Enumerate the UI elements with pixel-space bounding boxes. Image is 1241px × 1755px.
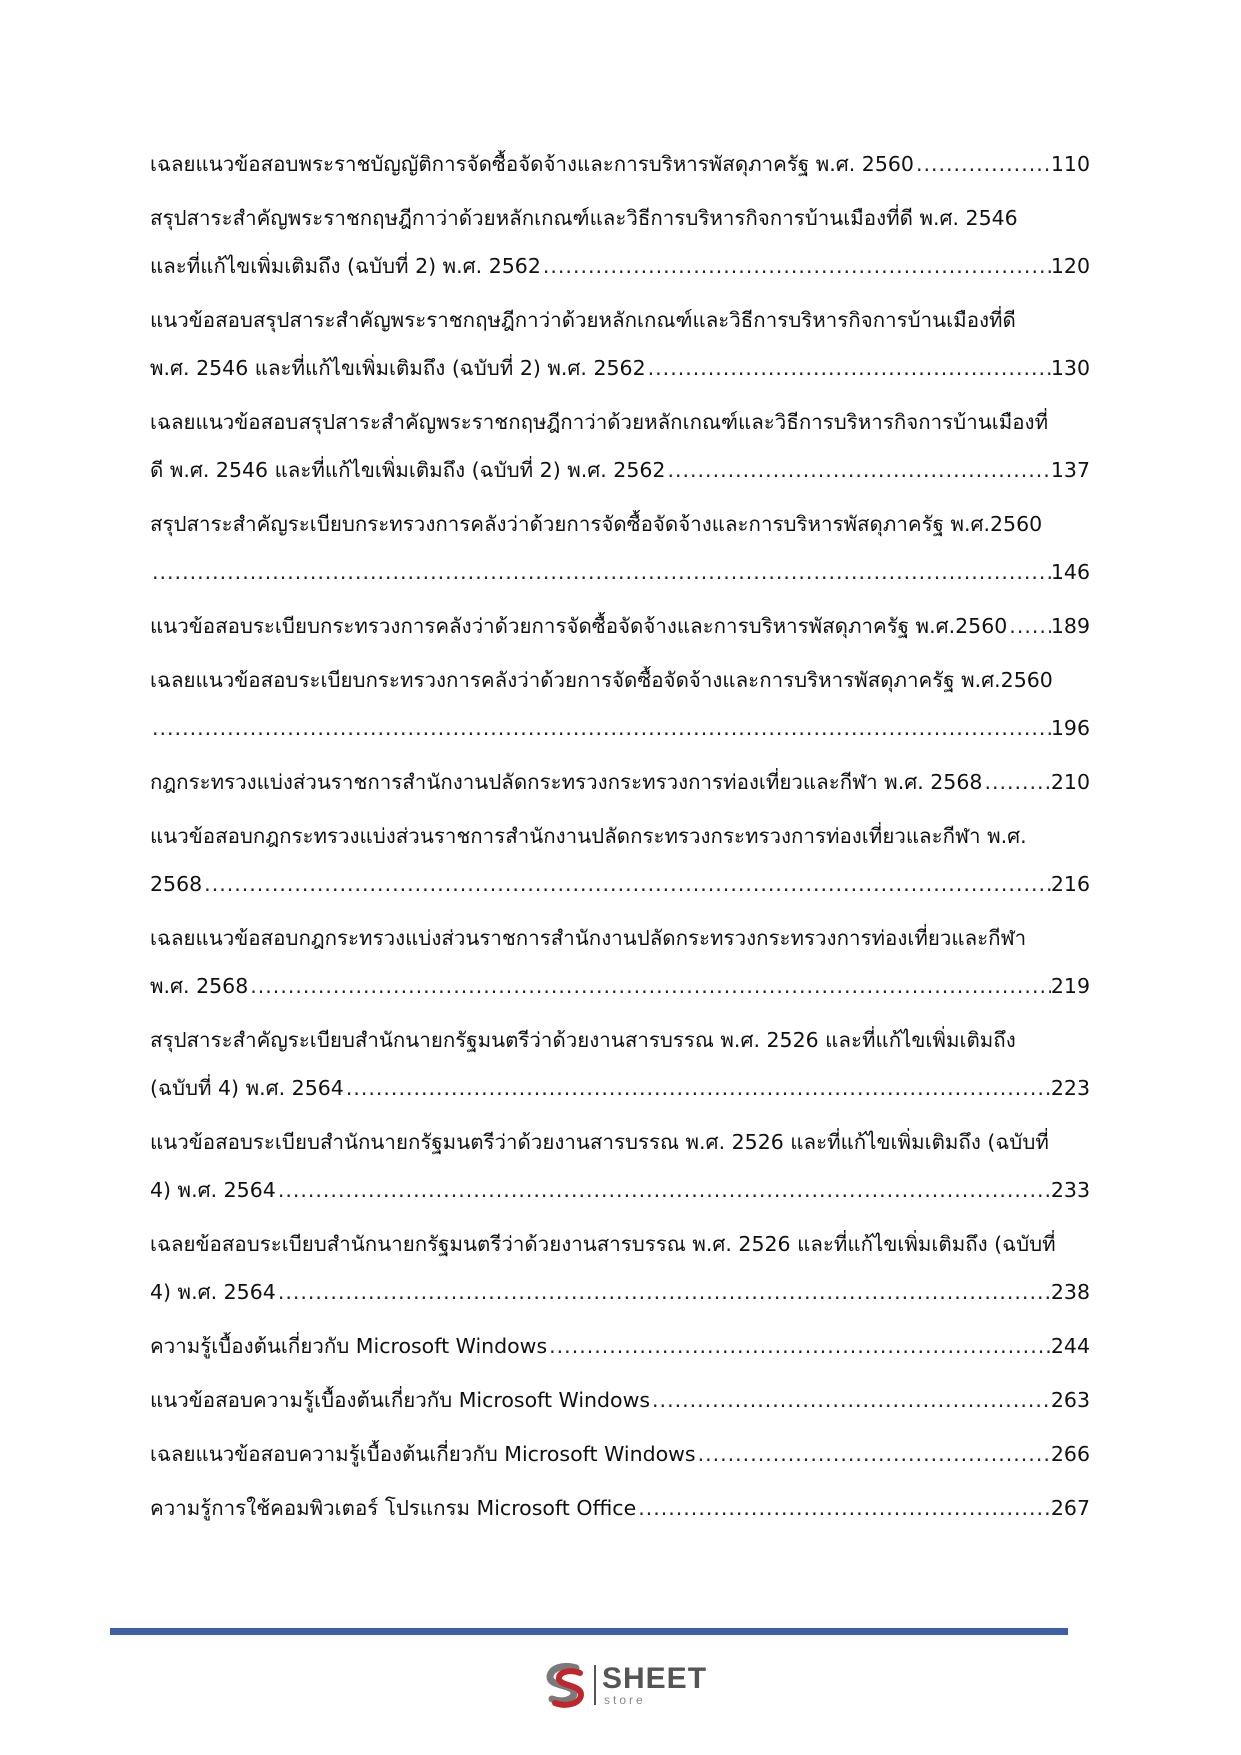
dot-leader <box>276 1278 1051 1306</box>
toc-page-number: 238 <box>1050 1280 1090 1304</box>
footer-rule <box>110 1628 1068 1635</box>
toc-page-number: 233 <box>1050 1178 1090 1202</box>
toc-entry-text: แนวข้อสอบระเบียบสำนักนายกรัฐมนตรีว่าด้วยงานสารบรรณ พ.ศ. 2526 และที่แก้ไขเพิ่มเติมถึง (ฉบับที่ <box>150 1130 1049 1154</box>
toc-entry-leader-line <box>150 558 1090 586</box>
toc-page-number: 196 <box>1050 716 1090 740</box>
toc-entry-leader-line <box>150 1440 1090 1468</box>
toc-entry-text: 2568 <box>150 872 203 896</box>
toc-page-number: 219 <box>1050 974 1090 998</box>
toc-entry-text: พ.ศ. 2546 และที่แก้ไขเพิ่มเติมถึง (ฉบับที่ 2) พ.ศ. 2562 <box>150 356 646 380</box>
toc-page-number: 137 <box>1050 458 1090 482</box>
toc-entry-leader-line <box>150 252 1090 280</box>
toc-entry[interactable] <box>150 666 1090 742</box>
toc-page-number: 216 <box>1050 872 1090 896</box>
toc-entry[interactable] <box>150 204 1090 280</box>
toc-entry-text: เฉลยแนวข้อสอบกฎกระทรวงแบ่งส่วนราชการสำนักงานปลัดกระทรวงกระทรวงการท่องเที่ยวและกีฬา <box>150 926 1027 950</box>
dot-leader <box>646 354 1051 382</box>
toc-page-number: 189 <box>1050 614 1090 638</box>
dot-leader <box>665 456 1050 484</box>
toc-entry[interactable] <box>150 1128 1090 1204</box>
dot-leader <box>650 1386 1051 1414</box>
toc-entry-text: และที่แก้ไขเพิ่มเติมถึง (ฉบับที่ 2) พ.ศ. 2562 <box>150 254 541 278</box>
toc-entry[interactable] <box>150 510 1090 586</box>
toc-entry[interactable] <box>150 1494 1090 1522</box>
toc-entry-leader-line <box>150 612 1090 640</box>
toc-entry[interactable] <box>150 768 1090 796</box>
dot-leader <box>982 768 1050 796</box>
sheet-store-logo-icon <box>540 1660 590 1710</box>
toc-page-number: 244 <box>1050 1334 1090 1358</box>
toc-entry-text: แนวข้อสอบระเบียบกระทรวงการคลังว่าด้วยการจัดซื้อจัดจ้างและการบริหารพัสดุภาครัฐ พ.ศ.2560 <box>150 614 1008 638</box>
toc-entry-leader-line <box>150 870 1090 898</box>
toc-entry-text: แนวข้อสอบสรุปสาระสำคัญพระราชกฤษฎีกาว่าด้วยหลักเกณฑ์และวิธีการบริหารกิจการบ้านเมืองที่ดี <box>150 308 1016 332</box>
toc-entry-text: 4) พ.ศ. 2564 <box>150 1280 276 1304</box>
toc-entry-text: 4) พ.ศ. 2564 <box>150 1178 276 1202</box>
dot-leader <box>276 1176 1051 1204</box>
toc-entry-text: ดี พ.ศ. 2546 และที่แก้ไขเพิ่มเติมถึง (ฉบับที่ 2) พ.ศ. 2562 <box>150 458 666 482</box>
dot-leader <box>202 870 1051 898</box>
toc-entry-text: สรุปสาระสำคัญระเบียบกระทรวงการคลังว่าด้วยการจัดซื้อจัดจ้างและการบริหารพัสดุภาครัฐ พ.ศ.2560 <box>150 512 1043 536</box>
toc-entry-leader-line <box>150 1176 1090 1204</box>
toc-page-number: 110 <box>1050 152 1090 176</box>
logo-separator <box>594 1665 596 1705</box>
toc-entry-text: (ฉบับที่ 4) พ.ศ. 2564 <box>150 1076 344 1100</box>
toc-entry-text: เฉลยแนวข้อสอบความรู้เบื้องต้นเกี่ยวกับ Microsoft Windows <box>150 1442 696 1466</box>
toc-entry-leader-line <box>150 1278 1090 1306</box>
toc-entry[interactable] <box>150 1386 1090 1414</box>
toc-entry-text: สรุปสาระสำคัญระเบียบสำนักนายกรัฐมนตรีว่าด้วยงานสารบรรณ พ.ศ. 2526 และที่แก้ไขเพิ่มเติมถึง <box>150 1028 1016 1052</box>
toc-entry-leader-line <box>150 1074 1090 1102</box>
dot-leader <box>541 252 1051 280</box>
toc-entry[interactable] <box>150 1332 1090 1360</box>
toc-entry[interactable] <box>150 408 1090 484</box>
dot-leader <box>636 1494 1051 1522</box>
sheet-store-logo <box>540 1660 707 1710</box>
toc-entry-text: เฉลยแนวข้อสอบสรุปสาระสำคัญพระราชกฤษฎีกาว่าด้วยหลักเกณฑ์และวิธีการบริหารกิจการบ้านเมืองที่ <box>150 410 1049 434</box>
toc-page-number: 146 <box>1050 560 1090 584</box>
toc-entry[interactable] <box>150 1230 1090 1306</box>
toc-entry-text: สรุปสาระสำคัญพระราชกฤษฎีกาว่าด้วยหลักเกณฑ์และวิธีการบริหารกิจการบ้านเมืองที่ดี พ.ศ. 2546 <box>150 206 1018 230</box>
dot-leader <box>150 714 1051 742</box>
toc-entry-text: เฉลยแนวข้อสอบพระราชบัญญัติการจัดซื้อจัดจ้างและการบริหารพัสดุภาครัฐ พ.ศ. 2560 <box>150 152 914 176</box>
toc-entry-leader-line <box>150 714 1090 742</box>
dot-leader <box>344 1074 1051 1102</box>
dot-leader <box>914 150 1051 178</box>
toc-entry[interactable] <box>150 924 1090 1000</box>
toc-entry-leader-line <box>150 1494 1090 1522</box>
toc-entry-leader-line <box>150 1332 1090 1360</box>
toc-entry-text: ความรู้เบื้องต้นเกี่ยวกับ Microsoft Windows <box>150 1334 548 1358</box>
toc-page-number: 263 <box>1050 1388 1090 1412</box>
toc-entry[interactable] <box>150 822 1090 898</box>
logo-sub-text: store <box>604 1693 646 1707</box>
toc-page-number: 120 <box>1050 254 1090 278</box>
toc-page-number: 266 <box>1050 1442 1090 1466</box>
toc-entry-leader-line <box>150 150 1090 178</box>
toc-entry-leader-line <box>150 354 1090 382</box>
dot-leader <box>696 1440 1051 1468</box>
toc-entry-leader-line <box>150 456 1090 484</box>
toc-entry-text: พ.ศ. 2568 <box>150 974 249 998</box>
toc-page-number: 210 <box>1050 770 1090 794</box>
dot-leader <box>1007 612 1051 640</box>
toc-entry[interactable] <box>150 612 1090 640</box>
logo-main-text: SHEET <box>602 1662 708 1695</box>
toc-entry-leader-line <box>150 1386 1090 1414</box>
toc-page-number: 267 <box>1050 1496 1090 1520</box>
dot-leader <box>547 1332 1051 1360</box>
dot-leader <box>150 558 1051 586</box>
toc-page-number: 223 <box>1050 1076 1090 1100</box>
toc-entry-text: ความรู้การใช้คอมพิวเตอร์ โปรแกรม Microsoft Office <box>150 1496 637 1520</box>
toc-entry[interactable] <box>150 150 1090 178</box>
logo-text <box>602 1664 707 1706</box>
toc-entry[interactable] <box>150 306 1090 382</box>
toc-entry-text: เฉลยข้อสอบระเบียบสำนักนายกรัฐมนตรีว่าด้วยงานสารบรรณ พ.ศ. 2526 และที่แก้ไขเพิ่มเติมถึง (ฉบับที่ <box>150 1232 1056 1256</box>
toc-entry-text: กฎกระทรวงแบ่งส่วนราชการสำนักงานปลัดกระทรวงกระทรวงการท่องเที่ยวและกีฬา พ.ศ. 2568 <box>150 770 983 794</box>
toc-entry-leader-line <box>150 972 1090 1000</box>
toc-entry-text: เฉลยแนวข้อสอบระเบียบกระทรวงการคลังว่าด้วยการจัดซื้อจัดจ้างและการบริหารพัสดุภาครัฐ พ.ศ.2560 <box>150 668 1053 692</box>
toc-entry[interactable] <box>150 1440 1090 1468</box>
toc-page-number: 130 <box>1050 356 1090 380</box>
toc-entry-text: แนวข้อสอบความรู้เบื้องต้นเกี่ยวกับ Microsoft Windows <box>150 1388 651 1412</box>
toc-entry-leader-line <box>150 768 1090 796</box>
toc-entry-text: แนวข้อสอบกฎกระทรวงแบ่งส่วนราชการสำนักงานปลัดกระทรวงกระทรวงการท่องเที่ยวและกีฬา พ.ศ. <box>150 824 1027 848</box>
toc-entry[interactable] <box>150 1026 1090 1102</box>
dot-leader <box>248 972 1051 1000</box>
